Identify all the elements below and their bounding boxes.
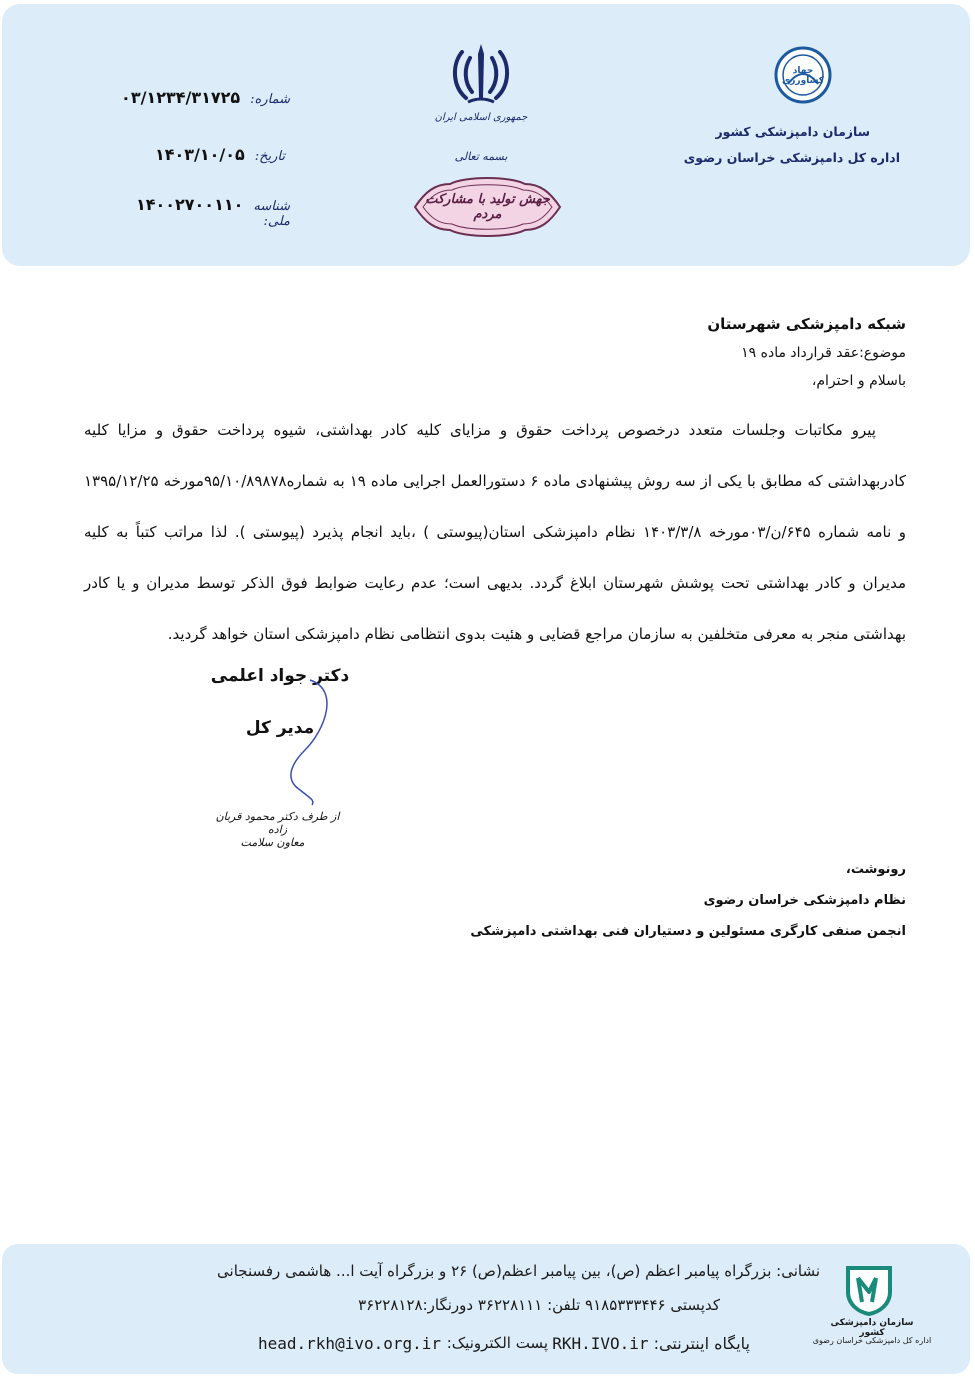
greeting: باسلام و احترام، — [811, 373, 906, 389]
footer-contact: کدپستی ۹۱۸۵۳۳۳۴۴۶ تلفن: ۳۶۲۲۸۱۱۱ دورنگار:۳۶۲۲۸۱۲۸ — [358, 1296, 720, 1314]
letter-date-row — [150, 145, 285, 164]
footer-logo-line1: سازمان دامپزشکی کشور — [830, 1318, 914, 1338]
org-department: اداره کل دامپزشکی خراسان رضوی — [683, 150, 900, 165]
national-id-row — [135, 195, 290, 229]
letter-date-label: تاریخ: — [254, 149, 285, 164]
recipient: شبکه دامپزشکی شهرستان — [707, 315, 906, 333]
letter-paragraph: پیرو مکاتبات وجلسات متعدد درخصوص پرداخت حقوق و مزایای کلیه کادر بهداشتی، شیوه پرداخت حقوق و مزایا کلیه کادربهداشتی که مطابق با یکی از سه روش پیشنهادی ماده ۶ دستورالعمل اجرایی ماده ۱۹ به شماره۹۵/۱۰/۸۹۸۷۸مورخه ۱۳۹۵/۱۲/۲۵ و نامه شماره ۶۴۵/ن/۰۳مورخه ۱۴۰۳/۳/۸ نظام دامپزشکی استان(پیوستی ) ،باید انجام پذیرد (پیوستی ). لذا مراتب کتباً به کلیه مدیران و کادر بهداشتی تحت پوشش شهرستان ابلاغ گردد. بدیهی است؛ عدم رعایت ضوابط فوق الذکر توسط مدیران و یا کادر بهداشتی منجر به معرفی متخلفین به سازمان مراجع قضایی و هئیت بدوی انتظامی نظام دامپزشکی استان خواهد گردید. — [84, 421, 906, 643]
besmeh-text: بسمه تعالی — [454, 150, 508, 163]
footer-web-label: پایگاه اینترنتی: — [653, 1334, 750, 1353]
subject-line: موضوع:عقد قرارداد ماده ۱۹ — [741, 345, 906, 361]
deputy-signer: از طرف دکتر محمود قربان زاده — [215, 810, 340, 836]
letter-number-value: ۰۳/۱۲۳۴/۳۱۷۲۵ — [121, 88, 241, 107]
footer-web-link[interactable]: RKH.IVO.ir — [552, 1334, 649, 1353]
cc-recipient-2: انجمن صنفی کارگری مسئولین و دستیاران فنی بهداشتی دامپزشکی — [470, 924, 906, 939]
footer-logo-line2: اداره کل دامپزشکی خراسان رضوی — [812, 1336, 932, 1345]
letter-number-label: شماره: — [250, 92, 290, 107]
letter-number-row — [121, 88, 290, 107]
deputy-title: معاون سلامت — [240, 836, 305, 849]
national-id-value: ۱۴۰۰۲۷۰۰۱۱۰ — [135, 195, 244, 214]
national-id-label: شناسه ملی: — [253, 199, 290, 229]
emblem-caption: جمهوری اسلامی ایران — [434, 112, 528, 123]
signatory-title: مدیر کل — [245, 718, 315, 738]
iran-emblem-icon — [448, 40, 514, 110]
footer-email-link[interactable]: head.rkh@ivo.org.ir — [258, 1334, 442, 1353]
slogan-text: جهش تولید با مشارکت مردم — [425, 192, 550, 222]
footer-email-label: پست الکترونیک: — [446, 1334, 548, 1352]
handwritten-signature-icon — [270, 670, 350, 810]
letter-date-value: ۱۴۰۳/۱۰/۰۵ — [154, 145, 245, 164]
org-name: سازمان دامپزشکی کشور — [715, 124, 870, 139]
cc-recipient-1: نظام دامپزشکی خراسان رضوی — [703, 893, 906, 908]
jahad-logo-text: جهاد کشاورزی — [782, 66, 824, 86]
footer-address: نشانی: بزرگراه پیامبر اعظم (ص)، بین پیامبر اعظم(ص) ۲۶ و بزرگراه آیت ا... هاشمی رفسنجانی — [217, 1262, 820, 1280]
footer-web — [552, 1334, 750, 1353]
vet-org-logo-icon — [840, 1262, 898, 1316]
letter-body — [84, 315, 906, 660]
signatory-name: دکتر جواد اعلمی — [210, 666, 350, 686]
cc-label: رونوشت، — [845, 862, 906, 877]
